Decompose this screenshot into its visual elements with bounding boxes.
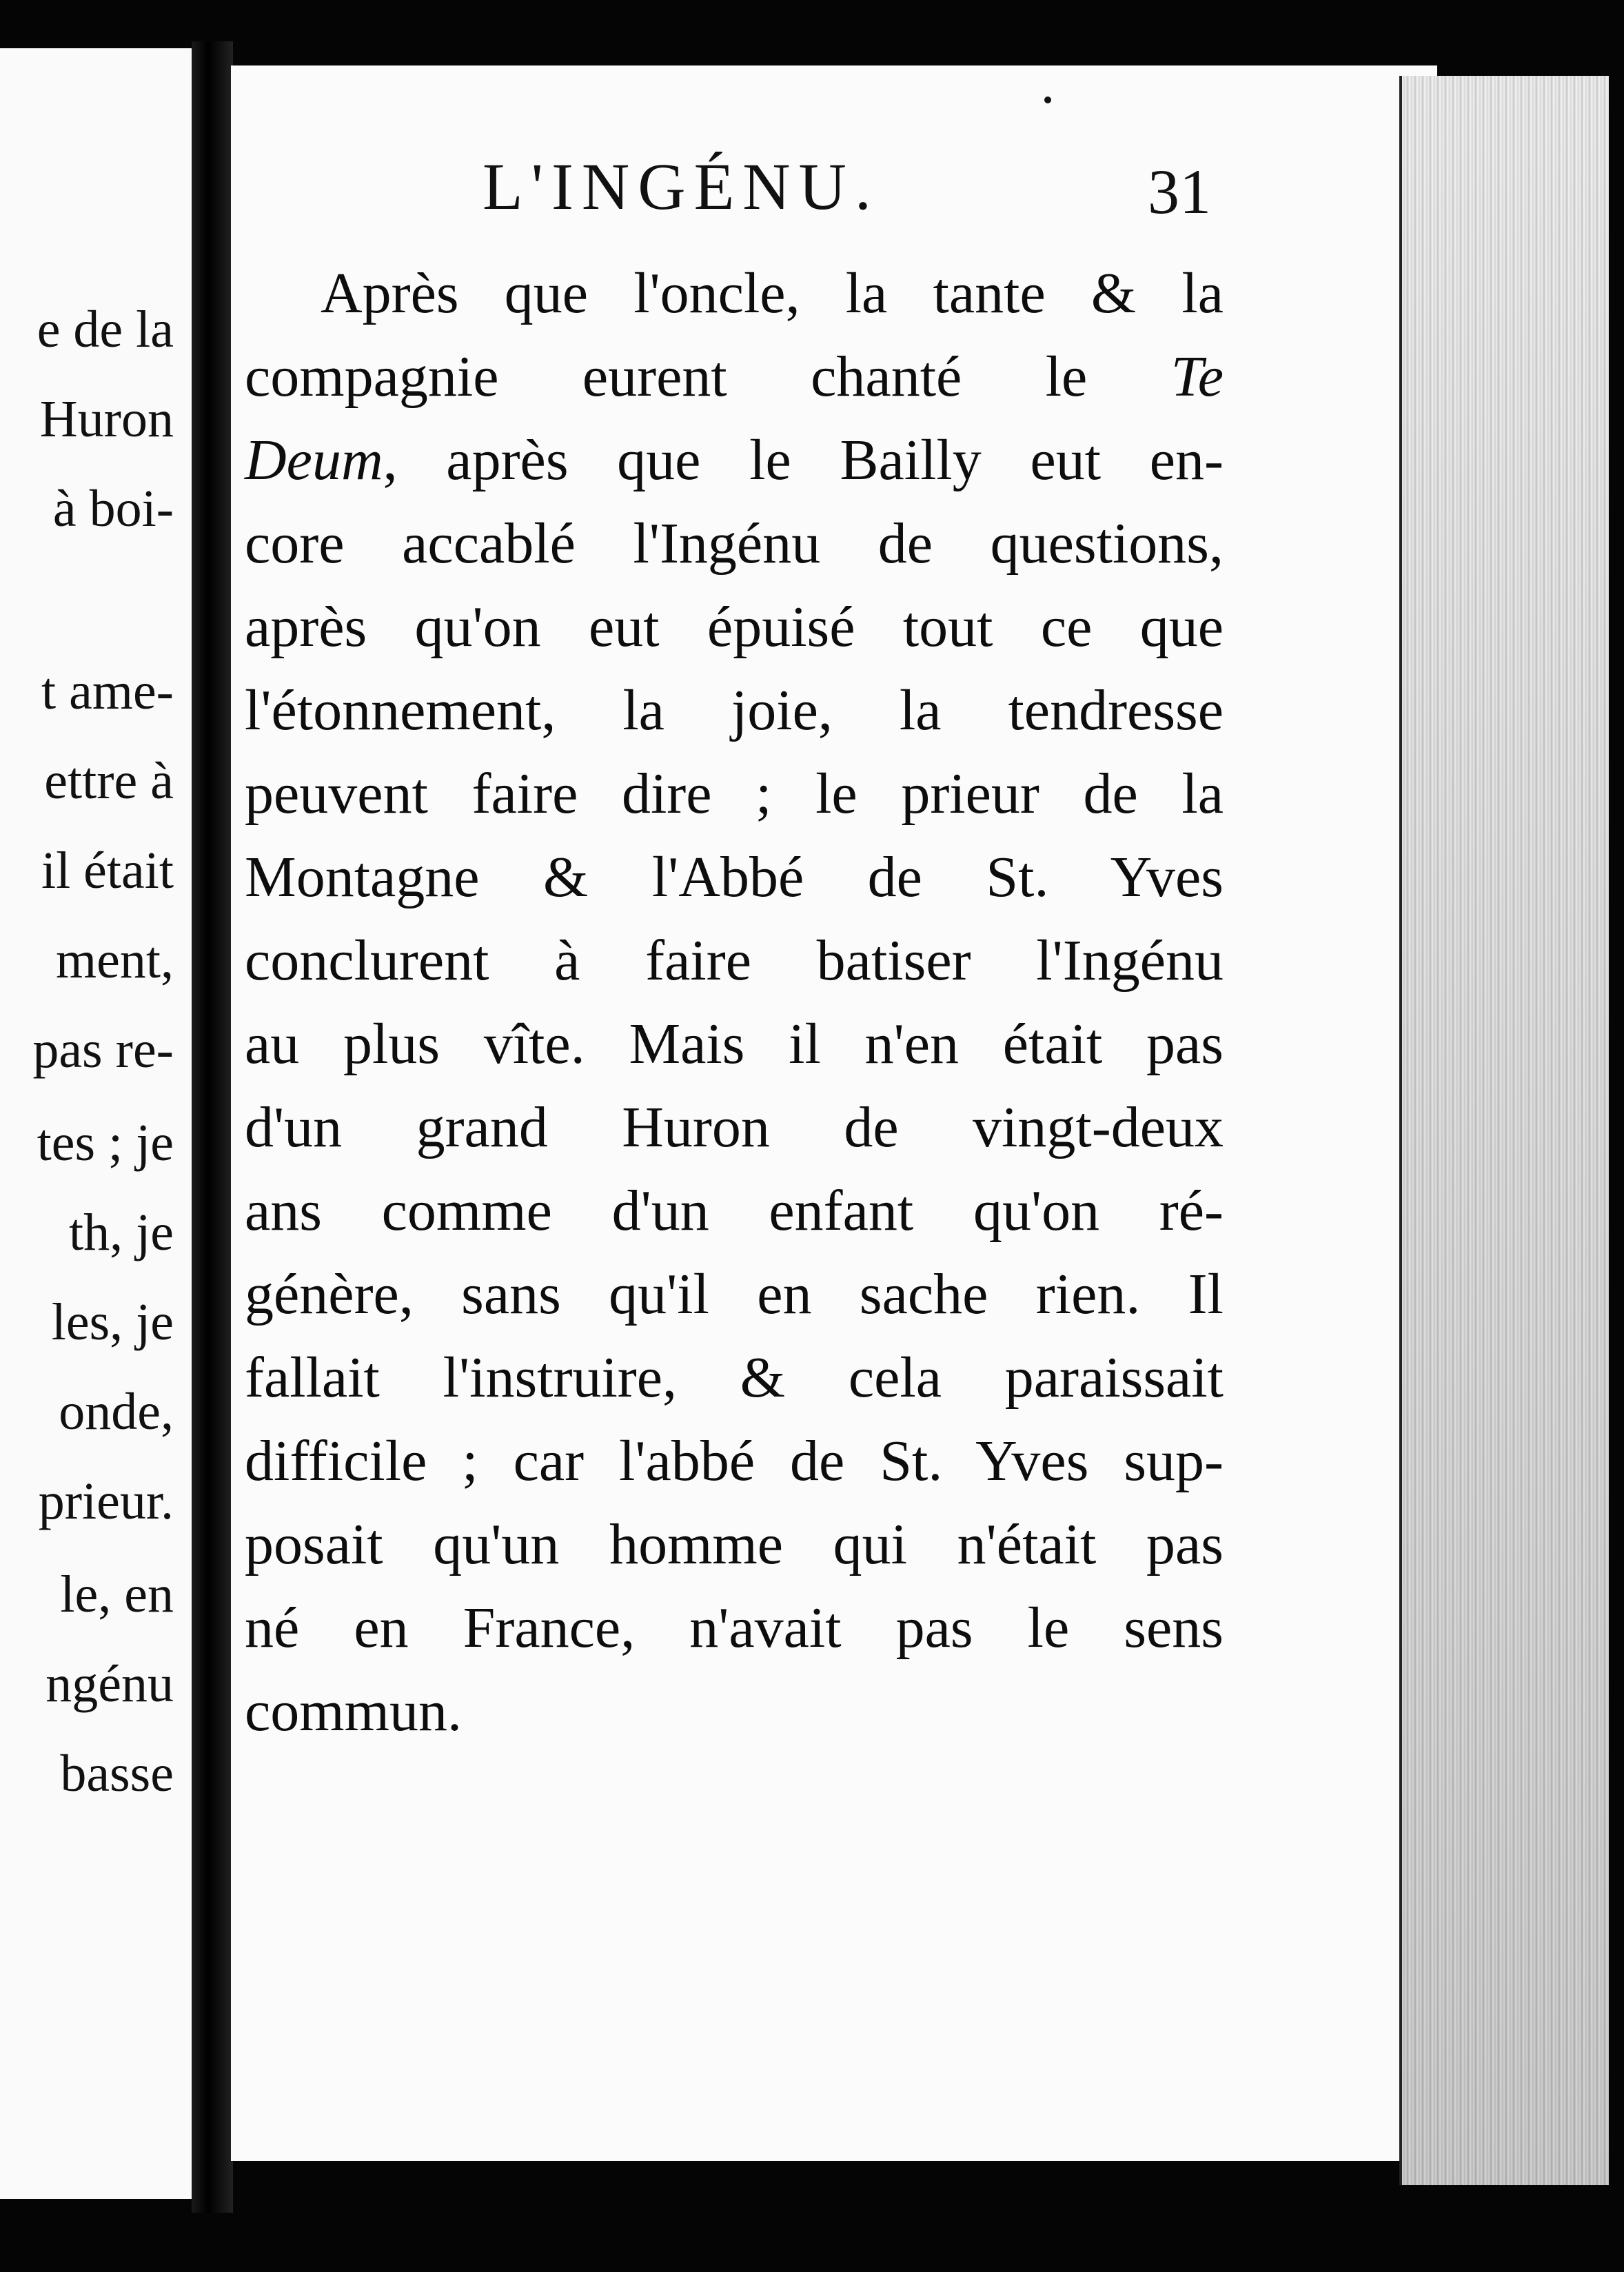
text-line	[245, 1670, 1224, 1753]
left-page-line: pas re-	[32, 1021, 174, 1079]
text-run: génère, sans qu'il en sache rien. Il	[245, 1262, 1224, 1326]
page-edges	[1399, 76, 1609, 2185]
text-line	[245, 1586, 1224, 1670]
text-run: posait qu'un homme qui n'était pas	[245, 1512, 1224, 1576]
text-run: Montagne & l'Abbé de St. Yves	[245, 845, 1224, 909]
running-head: L'INGÉNU.	[483, 150, 880, 223]
facing-page-left	[0, 48, 192, 2199]
left-page-line: Huron	[39, 390, 174, 448]
text-line	[245, 335, 1224, 418]
left-page-line: ettre à	[44, 752, 174, 810]
text-line	[245, 1252, 1224, 1336]
left-page-line: e de la	[37, 301, 174, 358]
text-run: né en France, n'avait pas le sens	[245, 1596, 1224, 1660]
body-text	[245, 252, 1224, 1753]
ink-speck	[1044, 97, 1051, 103]
left-page-line: th, je	[69, 1204, 174, 1261]
text-line	[245, 1086, 1224, 1169]
text-line	[245, 1169, 1224, 1252]
text-line	[245, 919, 1224, 1002]
text-run: commun.	[245, 1679, 462, 1743]
left-page-line: ngénu	[45, 1655, 174, 1713]
text-line	[245, 252, 1224, 335]
text-run: d'un grand Huron de vingt-deux	[245, 1095, 1224, 1159]
page-number: 31	[1148, 156, 1211, 227]
left-page-line: tes ; je	[37, 1114, 174, 1172]
italic-text: Deum	[245, 428, 383, 492]
text-run: , après que le Bailly eut en-	[383, 428, 1224, 492]
text-line	[245, 502, 1224, 585]
left-page-line: t ame-	[41, 662, 174, 720]
text-run: conclurent à faire batiser l'Ingénu	[245, 929, 1224, 993]
left-page-line: il était	[41, 842, 174, 900]
text-line	[245, 1503, 1224, 1586]
text-run: compagnie eurent chanté le	[245, 345, 1171, 409]
text-run: difficile ; car l'abbé de St. Yves sup-	[245, 1429, 1224, 1493]
text-run: core accablé l'Ingénu de questions,	[245, 511, 1224, 576]
text-line	[245, 669, 1224, 752]
text-line	[245, 1336, 1224, 1419]
italic-text: Te	[1170, 345, 1224, 409]
left-page-line: prieur.	[38, 1472, 174, 1530]
text-line	[245, 1419, 1224, 1503]
text-line	[245, 585, 1224, 669]
text-run: peuvent faire dire ; le prieur de la	[245, 762, 1224, 826]
text-line	[245, 418, 1224, 502]
left-page-line: le, en	[60, 1565, 174, 1623]
text-run: fallait l'instruire, & cela paraissait	[245, 1346, 1224, 1410]
text-line	[245, 1002, 1224, 1086]
left-page-line: à boi-	[52, 480, 174, 538]
text-run: l'étonnement, la joie, la tendresse	[245, 678, 1224, 742]
text-run: ans comme d'un enfant qu'on ré-	[245, 1179, 1224, 1243]
left-page-line: onde,	[59, 1383, 174, 1441]
text-run: au plus vîte. Mais il n'en était pas	[245, 1012, 1224, 1076]
text-run: après qu'on eut épuisé tout ce que	[245, 595, 1224, 659]
left-page-line: les, je	[51, 1293, 174, 1351]
book-gutter	[192, 41, 233, 2213]
left-page-line: basse	[60, 1745, 174, 1803]
text-line	[245, 752, 1224, 835]
text-line	[245, 835, 1224, 919]
left-page-line: ment,	[56, 931, 174, 989]
text-run: Après que l'oncle, la tante & la	[321, 261, 1224, 325]
